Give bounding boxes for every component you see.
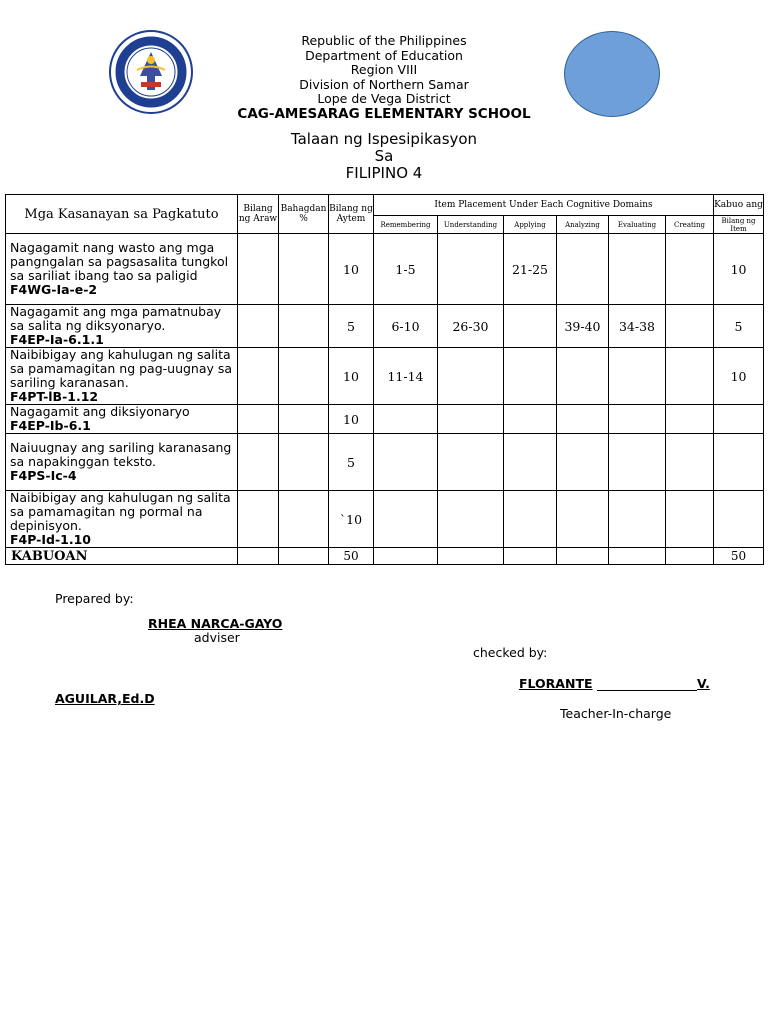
domain-header-creating: Creating — [666, 216, 714, 234]
row-total-cell: 10 — [714, 348, 764, 405]
competency-text: Nagagamit ang diksiyonaryo — [10, 404, 190, 419]
header-line: Division of Northern Samar — [299, 76, 469, 92]
title-line: FILIPINO 4 — [345, 164, 423, 182]
checker-role: Teacher-In-charge — [560, 706, 672, 721]
applying-cell — [504, 491, 557, 548]
items-cell: 5 — [329, 305, 374, 348]
days-cell — [238, 405, 279, 434]
preparer-role: adviser — [194, 630, 240, 645]
prepared-by-label: Prepared by: — [55, 591, 134, 606]
remembering-cell: 11-14 — [374, 348, 438, 405]
remembering-cell — [374, 491, 438, 548]
creating-cell — [666, 434, 714, 491]
header-line: Lope de Vega District — [317, 91, 451, 106]
creating-cell — [666, 234, 714, 305]
competency-code: F4PT-lB-1.12 — [10, 389, 99, 404]
applying-cell: 21-25 — [504, 234, 557, 305]
evaluating-cell — [609, 234, 666, 305]
remembering-cell: 6-10 — [374, 305, 438, 348]
competency-text: Nagagamit nang wasto ang mga pangngalan sa pagsasalita tungkol sa sariliat ibang tao sa paligid — [10, 240, 229, 283]
analyzing-cell: 39-40 — [557, 305, 609, 348]
items-cell: 10 — [329, 348, 374, 405]
items-cell: `10 — [329, 491, 374, 548]
total-subheader: Bilang ng Item — [714, 216, 764, 234]
table-row — [6, 491, 764, 548]
empty-cell — [279, 548, 329, 565]
creating-cell — [666, 491, 714, 548]
analyzing-cell — [557, 491, 609, 548]
evaluating-cell — [609, 434, 666, 491]
competency-code: F4PS-Ic-4 — [10, 468, 77, 483]
checked-by-label: checked by: — [473, 645, 548, 660]
header-line: Republic of the Philippines — [301, 33, 467, 48]
empty-cell — [438, 548, 504, 565]
competency-code: F4WG-Ia-e-2 — [10, 282, 98, 297]
agency-header — [0, 34, 768, 121]
understanding-cell — [438, 434, 504, 491]
understanding-cell — [438, 348, 504, 405]
days-cell — [238, 434, 279, 491]
competency-cell — [6, 434, 238, 491]
domain-header-applying: Applying — [504, 216, 557, 234]
analyzing-cell — [557, 348, 609, 405]
table-row — [6, 348, 764, 405]
competency-text: Naiuugnay ang sariling karanasang sa napakinggan teksto. — [10, 440, 232, 469]
checker-middle-initial: V. — [697, 676, 710, 691]
applying-cell — [504, 348, 557, 405]
applying-cell — [504, 405, 557, 434]
competency-text: Nagagamit ang mga pamatnubay sa salita ng diksyonaryo. — [10, 304, 222, 333]
table-row — [6, 305, 764, 348]
checker-first-name: FLORANTE — [519, 676, 593, 691]
analyzing-cell — [557, 234, 609, 305]
total-label: KABUOAN — [6, 548, 238, 565]
domain-header-analyzing: Analyzing — [557, 216, 609, 234]
days-cell — [238, 305, 279, 348]
empty-cell — [504, 548, 557, 565]
empty-cell — [609, 548, 666, 565]
header-line: Department of Education — [305, 47, 463, 63]
competency-code: F4EP-Ia-6.1.1 — [10, 332, 104, 347]
checker-name-underline — [597, 690, 697, 691]
remembering-cell — [374, 434, 438, 491]
competency-cell — [6, 348, 238, 405]
row-total-cell: 5 — [714, 305, 764, 348]
header-row — [6, 195, 764, 216]
items-cell: 10 — [329, 234, 374, 305]
row-total-cell — [714, 491, 764, 548]
competency-text: Naibibigay ang kahulugan ng salita sa pamamagitan ng pag-uugnay sa sariling karanasan. — [10, 347, 233, 390]
creating-cell — [666, 305, 714, 348]
items-cell: 10 — [329, 405, 374, 434]
percent-cell — [279, 348, 329, 405]
understanding-cell — [438, 405, 504, 434]
table-row — [6, 234, 764, 305]
domain-header-remembering: Remembering — [374, 216, 438, 234]
days-cell — [238, 491, 279, 548]
competency-cell — [6, 405, 238, 434]
table-row — [6, 434, 764, 491]
evaluating-cell — [609, 405, 666, 434]
document-title — [0, 131, 768, 182]
percent-cell — [279, 305, 329, 348]
domain-header-evaluating: Evaluating — [609, 216, 666, 234]
items-cell: 5 — [329, 434, 374, 491]
table-row — [6, 405, 764, 434]
total-header: Kabuo ang — [714, 195, 764, 216]
applying-cell — [504, 305, 557, 348]
domain-header-understanding: Understanding — [438, 216, 504, 234]
percent-cell — [279, 405, 329, 434]
empty-cell — [557, 548, 609, 565]
days-cell — [238, 348, 279, 405]
remembering-cell — [374, 405, 438, 434]
percent-header: Bahagdan % — [279, 195, 329, 234]
competency-cell — [6, 234, 238, 305]
competency-code: F4P-Id-1.10 — [10, 532, 91, 547]
empty-cell — [238, 548, 279, 565]
empty-cell — [374, 548, 438, 565]
competency-text: Naibibigay ang kahulugan ng salita sa pamamagitan ng pormal na depinisyon. — [10, 490, 231, 533]
remembering-cell: 1-5 — [374, 234, 438, 305]
grand-total-cell: 50 — [714, 548, 764, 565]
competency-header: Mga Kasanayan sa Pagkatuto — [6, 195, 238, 234]
creating-cell — [666, 405, 714, 434]
percent-cell — [279, 491, 329, 548]
evaluating-cell — [609, 491, 666, 548]
empty-cell — [666, 548, 714, 565]
evaluating-cell: 34-38 — [609, 305, 666, 348]
days-cell — [238, 234, 279, 305]
preparer-name: RHEA NARCA-GAYO — [148, 616, 283, 631]
checker-last-name: AGUILAR,Ed.D — [55, 691, 155, 706]
row-total-cell: 10 — [714, 234, 764, 305]
understanding-cell — [438, 234, 504, 305]
title-line: Talaan ng Ispesipikasyon — [290, 130, 478, 148]
placement-header: Item Placement Under Each Cognitive Domains — [374, 195, 714, 216]
days-header: Bilang ng Araw — [238, 195, 279, 234]
analyzing-cell — [557, 405, 609, 434]
competency-code: F4EP-Ib-6.1 — [10, 418, 91, 433]
understanding-cell — [438, 491, 504, 548]
percent-cell — [279, 434, 329, 491]
competency-cell — [6, 305, 238, 348]
items-header: Bilang ng Aytem — [329, 195, 374, 234]
school-name: CAG-AMESARAG ELEMENTARY SCHOOL — [237, 105, 531, 122]
total-row — [6, 548, 764, 565]
evaluating-cell — [609, 348, 666, 405]
percent-cell — [279, 234, 329, 305]
competency-cell — [6, 491, 238, 548]
creating-cell — [666, 348, 714, 405]
title-line: Sa — [374, 147, 394, 165]
row-total-cell — [714, 405, 764, 434]
analyzing-cell — [557, 434, 609, 491]
row-total-cell — [714, 434, 764, 491]
specification-table — [5, 194, 764, 565]
header-line: Region VIII — [350, 62, 418, 77]
understanding-cell: 26-30 — [438, 305, 504, 348]
total-items-cell: 50 — [329, 548, 374, 565]
applying-cell — [504, 434, 557, 491]
